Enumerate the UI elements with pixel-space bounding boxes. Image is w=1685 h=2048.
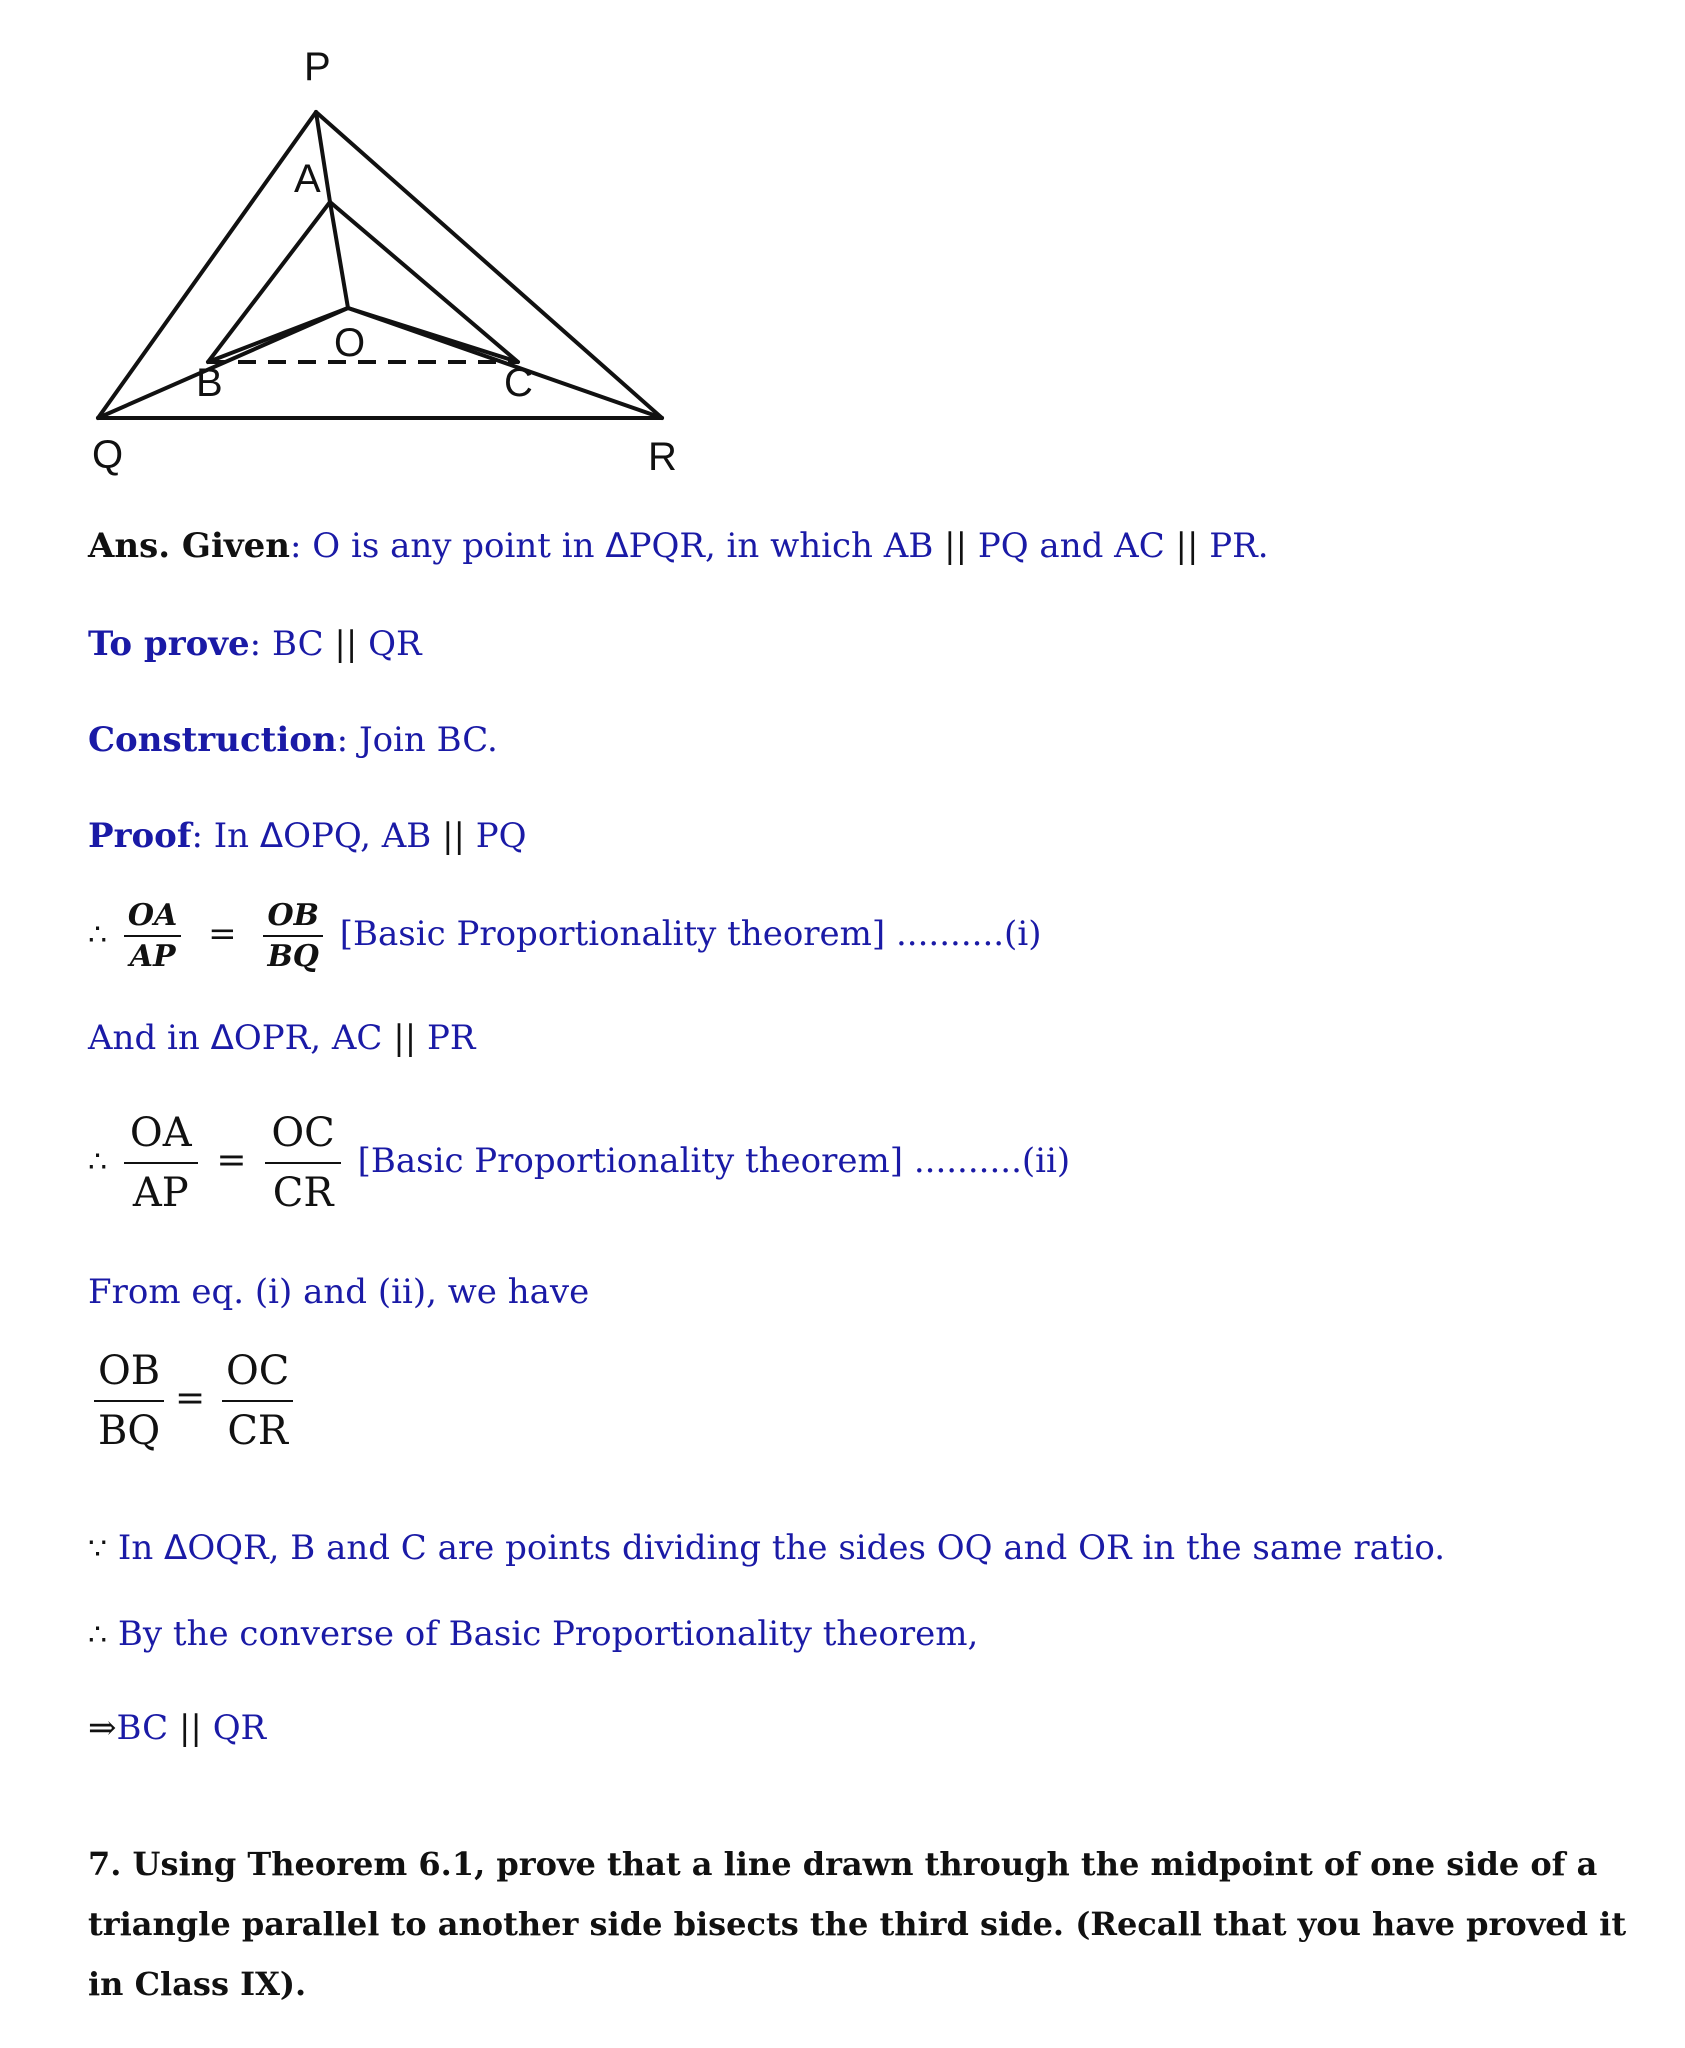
equation-i: ∴ $\frac{OA}{AP}$ = $\frac{OB}{BQ}$ [Basic Proportionality theorem] ..........(i): [88, 898, 1042, 974]
given-label: Ans. Given: [88, 526, 290, 566]
parallel-symbol: ||: [334, 624, 358, 664]
therefore-symbol: ∴: [88, 1618, 108, 1653]
therefore-symbol: ∴: [88, 918, 108, 953]
construction-label: Construction: [88, 720, 337, 760]
therefore-symbol: ∴: [88, 1145, 108, 1180]
to-prove-line: To prove: BC || QR: [88, 624, 422, 664]
label-b: B: [196, 361, 223, 405]
fraction-oa-ap: $\frac{OA}{AP}$: [124, 898, 181, 974]
parallel-symbol: ||: [944, 526, 968, 566]
given-line: Ans. Given: O is any point in ΔPQR, in which AB || PQ and AC || PR.: [88, 526, 1269, 566]
proof-label: Proof: [88, 816, 192, 856]
label-c: C: [504, 361, 533, 405]
proof-line: Proof: In ΔOPQ, AB || PQ: [88, 816, 527, 856]
segment-ao: [330, 202, 348, 308]
converse-line: ∴ By the converse of Basic Proportionality theorem,: [88, 1614, 979, 1654]
label-p: P: [304, 45, 331, 89]
from-line: From eq. (i) and (ii), we have: [88, 1272, 590, 1312]
reason-text: [Basic Proportionality theorem] ..........(ii): [357, 1141, 1071, 1181]
fraction-oa-ap: $\frac{OA}{AP}$: [124, 1110, 198, 1216]
label-r: R: [648, 435, 677, 479]
fraction-ob-bq: $\frac{OB}{BQ}$: [94, 1348, 164, 1454]
and-line: And in ΔOPR, AC || PR: [88, 1018, 476, 1058]
conclusion-line: ⇒BC || QR: [88, 1708, 267, 1748]
triangle-symbol: Δ: [259, 816, 284, 856]
implies-arrow-icon: ⇒: [88, 1708, 117, 1748]
equation-ii: ∴ $\frac{OA}{AP}$ = $\frac{OC}{CR}$ [Basic Proportionality theorem] ..........(ii): [88, 1110, 1071, 1216]
label-o: O: [334, 321, 366, 365]
since-line: ∵ In ΔOQR, B and C are points dividing the sides OQ and OR in the same ratio.: [88, 1528, 1446, 1568]
triangle-symbol: Δ: [605, 526, 629, 566]
because-symbol: ∵: [88, 1532, 108, 1567]
equation-iii: $\frac{OB}{BQ}$ = $\frac{OC}{CR}$: [94, 1348, 299, 1454]
to-prove-label: To prove: [88, 624, 250, 664]
label-q: Q: [92, 433, 124, 477]
fraction-oc-cr: $\frac{OC}{CR}$: [265, 1110, 340, 1216]
parallel-symbol: ||: [393, 1018, 417, 1058]
construction-line: Construction: Join BC.: [88, 720, 498, 760]
given-text: O is any point in: [312, 526, 595, 566]
parallel-symbol: ||: [442, 816, 465, 856]
parallel-symbol: ||: [1175, 526, 1199, 566]
triangle-symbol: Δ: [164, 1528, 188, 1568]
side-pr: [316, 112, 662, 418]
triangle-figure: [80, 40, 720, 480]
triangle-symbol: Δ: [210, 1018, 234, 1058]
reason-text: [Basic Proportionality theorem] ..........(i): [339, 914, 1042, 954]
label-a: A: [294, 157, 321, 201]
fraction-ob-bq: $\frac{OB}{BQ}$: [263, 898, 323, 974]
question-7: 7. Using Theorem 6.1, prove that a line drawn through the midpoint of one side of a triangle parallel to another side bisects the third side. (Recall that you have proved it in Class IX).: [88, 1845, 1627, 2003]
parallel-symbol: ||: [178, 1708, 202, 1748]
fraction-oc-cr: $\frac{OC}{CR}$: [222, 1348, 293, 1454]
